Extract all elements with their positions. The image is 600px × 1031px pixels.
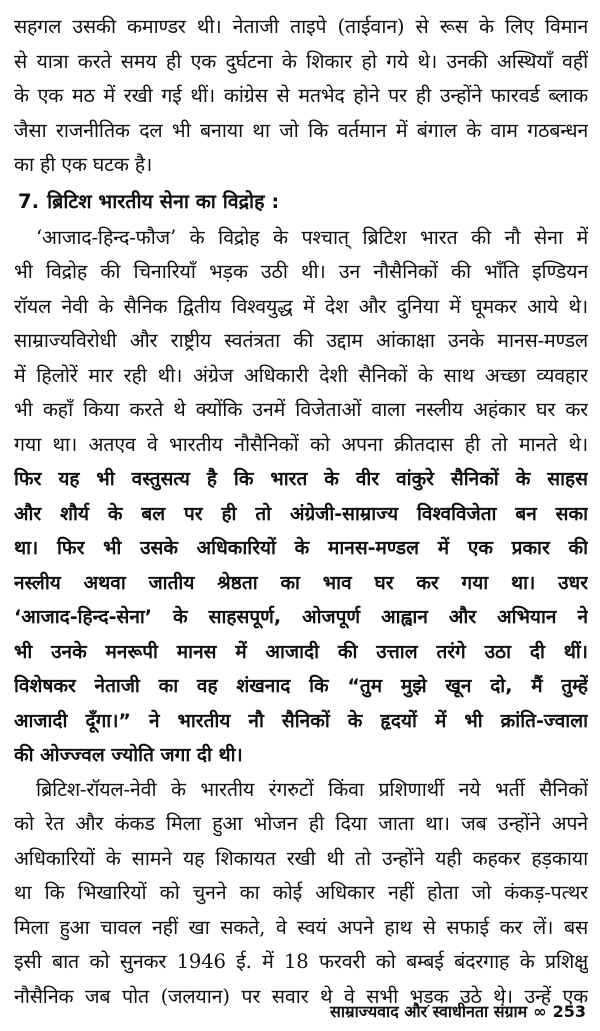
text-line: साम्राज्यविरोधी और राष्ट्रीय स्वतंत्रता की उद्दाम आंकाक्षा उनके मानस-मण्डल <box>14 329 588 352</box>
text-line: था कि भिखारियों को चुनने का कोई अधिकार नहीं होता जो कंकड़-पत्थर <box>14 881 588 904</box>
text-line: अधिकारियों के सामने यह शिकायत रखी थी तो उन्होंने यही कहकर हड़काया <box>14 846 588 870</box>
text-line: नौसैनिक जब पोत (जलयान) पर सवार थे वे सभी भड़क उठे थे। उन्हें एक <box>14 984 588 1008</box>
text-line: फिर यह भी वस्तुसत्य है कि भारत के वीर वांकुरे सैनिकों के साहस <box>14 468 588 490</box>
text-line: ‘आजाद-हिन्द-फौज’ के विद्रोह के पश्चात् ब्रिटिश भारत की नौ सेना में <box>36 225 588 249</box>
footer-separator: ∞ <box>533 1002 547 1021</box>
text-line: ‘आजाद-हिन्द-सेना’ के साहसपूर्ण, ओजपूर्ण आह्वान और अभियान ने <box>14 606 588 628</box>
book-page <box>14 10 588 1014</box>
paragraph-1 <box>14 10 588 183</box>
page-footer <box>330 1001 586 1023</box>
text-line: में हिलोरें मार रही थी। अंग्रेज अधिकारी देशी सैनिकों के साथ अच्छा व्यवहार <box>14 363 588 387</box>
section-heading <box>14 183 588 221</box>
text-line: विशेषकर नेताजी का वह शंखनाद कि “तुम मुझे खून दो, मैं तुम्हें <box>14 675 588 697</box>
text-line: भी कहाँ किया करते थे क्योंकि उनमें विजेताओं वाला नस्लीय अहंकार घर कर <box>14 398 588 421</box>
bold-passage <box>14 462 588 773</box>
text-line: का ही एक घटक है। <box>14 153 153 176</box>
text-line: इसी बात को सुनकर 1946 ई. में 18 फरवरी को बम्बई बंदरगाह के प्रशिक्षु <box>14 950 588 973</box>
paragraph-2 <box>14 221 588 463</box>
text-line: और शौर्य के बल पर ही तो अंग्रेजी-साम्राज्य विश्वविजेता बन सका <box>14 502 588 525</box>
section-title: ब्रिटिश भारतीय सेना का विद्रोह : <box>47 189 280 213</box>
text-line: आजादी दूँगा।” ने भारतीय नौ सैनिकों के हृदयों में भी क्रांति-ज्वाला <box>14 709 588 732</box>
paragraph-3 <box>14 773 588 1015</box>
text-line: मिला हुआ चावल नहीं खा सकते, वे स्वयं अपने हाथ से सफाई कर लें। बस <box>14 915 588 939</box>
text-line: था। फिर भी उसके अधिकारियों के मानस-मण्डल में एक प्रकार की <box>14 537 588 559</box>
text-line: की ओज्ज्वल ज्योति जगा दी थी। <box>14 744 243 766</box>
section-number: 7. <box>18 189 40 213</box>
text-line: ब्रिटिश-रॉयल-नेवी के भारतीय रंगरुटों किंवा प्रशिणार्थी नये भर्ती सैनिकों <box>36 777 588 801</box>
text-line: जैसा राजनीतिक दल भी बनाया था जो कि वर्तमान में बंगाल के वाम गठबन्धन <box>14 118 588 142</box>
text-line: रॉयल नेवी के सैनिक द्वितीय विश्वयुद्ध में देश और दुनिया में घूमकर आये थे। <box>14 294 588 318</box>
text-line: सहगल उसकी कमाण्डर थी। नेताजी ताइपे (ताईवान) से रूस के लिए विमान <box>14 15 588 38</box>
text-line: नस्लीय अथवा जातीय श्रेष्ठता का भाव घर कर गया था। उधर <box>14 571 588 594</box>
text-line: भी विद्रोह की चिनारियाँ भड़क उठी थी। उन नौसैनिकों की भाँति इण्डियन <box>14 260 588 283</box>
page-number: 253 <box>552 1002 586 1021</box>
text-line: से यात्रा करते समय ही एक दुर्घटना के शिकार हो गये थे। उनकी अस्थियाँ वहीं <box>14 49 588 73</box>
text-line: को रेत और कंकड मिला हुआ भोजन ही दिया जाता था। जब उन्होंने अपने <box>14 812 588 835</box>
text-line: गया था। अतएव वे भारतीय नौसैनिकों को अपना क्रीतदास ही तो मानते थे। <box>14 432 588 456</box>
text-line: के एक मठ में रखी गई थीं। कांग्रेस से मतभेद होने पर ही उन्होंने फारवर्ड ब्लाक <box>14 84 588 107</box>
text-line: भी उनके मनरूपी मानस में आजादी की उत्ताल तरंगे उठा दी थीं। <box>14 640 588 663</box>
running-title: साम्राज्यवाद और स्वाधीनता संग्राम <box>330 1002 528 1021</box>
